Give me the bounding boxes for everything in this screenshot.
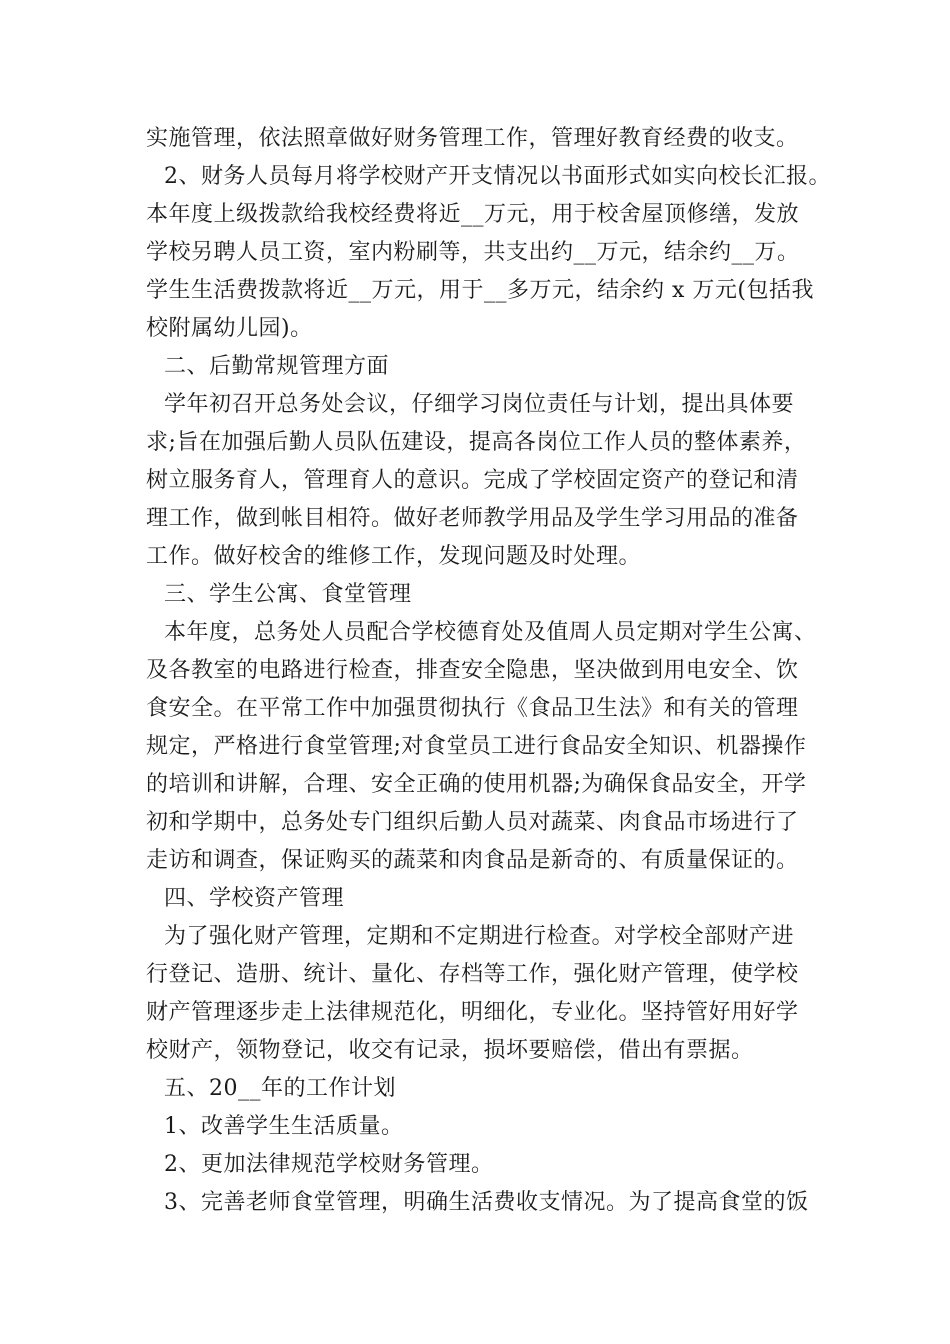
- paragraph-line: 实施管理，依法照章做好财务管理工作，管理好教育经费的收支。: [146, 126, 799, 151]
- section-heading: 二、后勤常规管理方面: [164, 354, 390, 379]
- section-heading: 五、20__年的工作计划: [164, 1076, 396, 1101]
- paragraph-line: 学校另聘人员工资，室内粉刷等，共支出约__万元，结余约__万。: [146, 240, 800, 265]
- paragraph-line: 行登记、造册、统计、量化、存档等工作，强化财产管理，使学校: [146, 962, 799, 987]
- paragraph-line: 学生生活费拨款将近__万元，用于__多万元，结余约 x 万元(包括我: [146, 278, 814, 303]
- paragraph-line: 本年度，总务处人员配合学校德育处及值周人员定期对学生公寓、: [164, 620, 817, 645]
- paragraph-line: 规定，严格进行食堂管理;对食堂员工进行食品安全知识、机器操作: [146, 734, 807, 759]
- paragraph-line: 2、财务人员每月将学校财产开支情况以书面形式如实向校长汇报。: [164, 164, 831, 189]
- list-item: 2、更加法律规范学校财务管理。: [164, 1152, 494, 1177]
- paragraph-line: 的培训和讲解，合理、安全正确的使用机器;为确保食品安全，开学: [146, 772, 807, 797]
- list-item: 1、改善学生生活质量。: [164, 1114, 404, 1139]
- paragraph-line: 求;旨在加强后勤人员队伍建设，提高各岗位工作人员的整体素养，: [146, 430, 807, 455]
- paragraph-line: 走访和调查，保证购买的蔬菜和肉食品是新奇的、有质量保证的。: [146, 848, 799, 873]
- paragraph-line: 本年度上级拨款给我校经费将近__万元，用于校舍屋顶修缮，发放: [146, 202, 800, 227]
- paragraph-line: 理工作，做到帐目相符。做好老师教学用品及学生学习用品的准备: [146, 506, 799, 531]
- paragraph-line: 校附属幼儿园)。: [146, 316, 313, 341]
- paragraph-line: 学年初召开总务处会议，仔细学习岗位责任与计划，提出具体要: [164, 392, 795, 417]
- paragraph-line: 及各教室的电路进行检查，排查安全隐患，坚决做到用电安全、饮: [146, 658, 799, 683]
- list-item: 3、完善老师食堂管理，明确生活费收支情况。为了提高食堂的饭: [164, 1190, 809, 1215]
- paragraph-line: 食安全。在平常工作中加强贯彻执行《食品卫生法》和有关的管理: [146, 696, 799, 721]
- paragraph-line: 为了强化财产管理，定期和不定期进行检查。对学校全部财产进: [164, 924, 795, 949]
- paragraph-line: 工作。做好校舍的维修工作，发现问题及时处理。: [146, 544, 642, 569]
- paragraph-line: 财产管理逐步走上法律规范化，明细化，专业化。坚持管好用好学: [146, 1000, 799, 1025]
- section-heading: 三、学生公寓、食堂管理: [164, 582, 412, 607]
- paragraph-line: 树立服务育人，管理育人的意识。完成了学校固定资产的登记和清: [146, 468, 799, 493]
- section-heading: 四、学校资产管理: [164, 886, 345, 911]
- paragraph-line: 初和学期中，总务处专门组织后勤人员对蔬菜、肉食品市场进行了: [146, 810, 799, 835]
- paragraph-line: 校财产，领物登记，收交有记录，损坏要赔偿，借出有票据。: [146, 1038, 754, 1063]
